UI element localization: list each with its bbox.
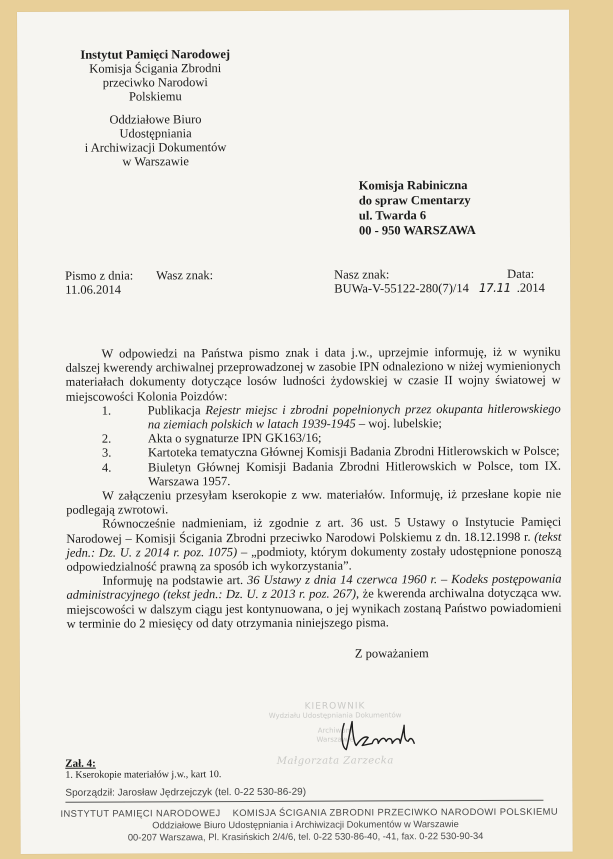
list-item	[66, 401, 561, 432]
sender-institute: Instytut Pamięci Narodowej	[80, 47, 231, 62]
ref-nasz-value: BUWa-V-55122-280(7)/14	[334, 281, 469, 296]
law-citation: (tekst jedn.: Dz. U. z 2014 r. poz. 1075)	[66, 529, 562, 560]
ref-date-handwritten: 17.11	[478, 280, 511, 295]
law-text-a: Równocześnie nadmieniam, iż zgodnie z art. 36 ust. 5 Ustawy o Instytucie Pamięci Narodowej – Komisji Ścigania Zbrodni przeciwko Narodowi Polskiemu z dn. 18.12.1998 r.	[66, 515, 562, 546]
list-item-number: 1.	[101, 403, 112, 418]
ref-wasz	[156, 268, 213, 282]
info-text-b: , że kwerenda archiwalna dotycząca ww. miejscowości w dalszym ciągu jest kontynuowana, o jej wynikach zostaną Państwo powiadomieni w terminie do 2 miesięcy od daty otrzymania niniejszego pisma.	[66, 586, 562, 631]
recipient-line4: 00 - 950 WARSZAWA	[358, 223, 476, 238]
attachments-label: Zał. 4:	[65, 757, 96, 770]
ref-date-year: .2014	[516, 280, 545, 295]
letter-footer	[60, 805, 559, 844]
letter-page	[17, 10, 573, 854]
footer-divider	[65, 800, 543, 803]
materials-list	[66, 401, 561, 488]
stamp-title: KIEROWNIK	[304, 701, 366, 712]
ref-pismo	[65, 268, 133, 296]
signature-icon	[338, 715, 418, 755]
letter-body	[65, 345, 561, 631]
sender-office-line3: w Warszawie	[122, 154, 189, 169]
list-item-suffix: – woj. lubelskie;	[355, 416, 442, 431]
attachments-item: 1. Kserokopie materiałów j.w., kart 10.	[65, 769, 222, 781]
sender-office-line2: i Archiwizacji Dokumentów	[84, 140, 227, 155]
ref-wasz-label: Wasz znak:	[156, 268, 214, 283]
stamp-line1: Wydziału Udostępniania Dokumentów	[268, 711, 402, 720]
info-text-a: Informuję na podstawie art.	[102, 573, 248, 588]
recipient-address	[359, 178, 476, 239]
list-item-number: 4.	[101, 460, 112, 475]
sender-header	[77, 47, 234, 169]
list-item	[66, 458, 561, 489]
sender-office-line1: Oddziałowe Biuro Udostępniania	[109, 112, 202, 141]
sender-commission-line2: przeciwko Narodowi Polskiemu	[102, 75, 208, 104]
attachment-paragraph: W załączeniu przesyłam kserokopie z ww. materiałów. Informuję, iż przesłane kopie nie podlegają zwrotowi.	[66, 486, 562, 518]
sender-commission-line1: Komisja Ścigania Zbrodni	[89, 61, 222, 76]
list-item-text: Biuletyn Głównej Komisji Badania Zbrodni Hitlerowskich w Polsce, tom IX. Warszawa 1957.	[147, 458, 562, 489]
publication-title: Rejestr miejsc i zbrodni popełnionych przez okupanta hitlerowskiego na ziemiach polskich w latach 1939-1945	[147, 401, 561, 432]
recipient-line1: Komisja Rabiniczna	[358, 178, 468, 193]
signature	[338, 715, 418, 760]
ref-data	[507, 267, 534, 281]
stamp-line3: Warszawie	[316, 735, 354, 744]
recipient-line3: ul. Twarda 6	[358, 208, 427, 223]
list-item-number: 2.	[101, 431, 112, 446]
stamp-line2: Archiwum	[317, 726, 353, 735]
info-citation: 36 Ustawy z dnia 14 czerwca 1960 r. – Kodeks postępowania administracyjnego (tekst jedn.: Dz. U. z 2013 r. poz. 267)	[66, 571, 562, 603]
law-text-b: – „podmioty, którym dokumenty zostały udostępnione ponoszą odpowiedzialność prawną za sposób ich wykorzystania”.	[66, 543, 562, 574]
list-item-text: Publikacja	[147, 402, 206, 418]
prepared-by: Sporządził: Jarosław Jędrzejczyk (tel. 0-22 530-86-29)	[65, 786, 307, 799]
ref-pismo-value: 11.06.2014	[65, 282, 122, 297]
closing-salutation: Z poważaniem	[354, 646, 429, 661]
attachments	[65, 757, 221, 782]
ref-nasz-label: Nasz znak:	[334, 267, 390, 282]
list-item-text: Kartoteka tematyczna Głównej Komisji Badania Zbrodni Hitlerowskich w Polsce;	[147, 444, 560, 460]
ref-data-label: Data:	[507, 266, 535, 281]
stamp-name: Małgorzata Zarzecka	[276, 755, 394, 767]
info-paragraph	[66, 572, 561, 631]
list-item-number: 3.	[101, 446, 112, 461]
ref-pismo-label: Pismo z dnia:	[65, 268, 134, 283]
footer-line2: Oddziałowe Biuro Udostępniania i Archiwizacji Dokumentów w Warszawie	[152, 818, 459, 831]
law-paragraph	[66, 515, 561, 574]
list-item-text: Akta o sygnaturze IPN GK163/16;	[147, 430, 322, 446]
intro-paragraph: W odpowiedzi na Państwa pismo znak i data j.w., uprzejmie informuję, iż w wyniku dalszej kwerendy archiwalnej przeprowadzonej w zasobie IPN odnaleziono w niżej wymienionych materiałach dokumenty dotyczące losów ludności żydowskiej w czasie II wojny światowej w miejscowości Kolonia Poizdów:	[65, 344, 561, 404]
footer-line1: INSTYTUT PAMIĘCI NARODOWEJ KOMISJA ŚCIGANIA ZBRODNI PRZECIWKO NARODOWI POLSKIEMU	[60, 805, 559, 819]
footer-line3: 00-207 Warszawa, Pl. Krasińskich 2/4/6, tel. 0-22 530-86-40, -41, fax. 0-22 530-90-34	[127, 829, 484, 843]
recipient-line2: do spraw Cmentarzy	[358, 193, 471, 208]
